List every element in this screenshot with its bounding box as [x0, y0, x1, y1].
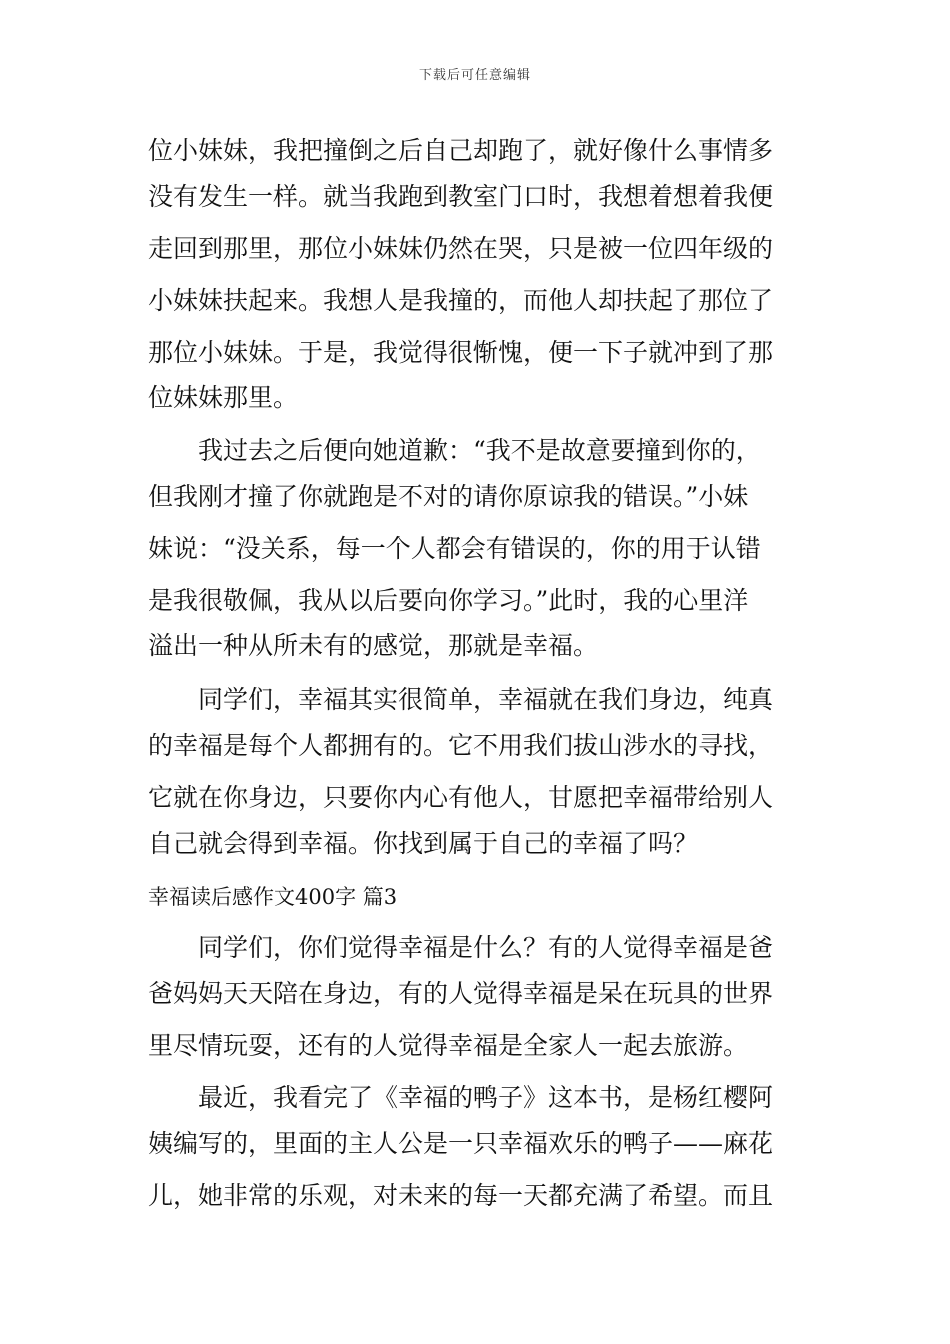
text-line: 走回到那里，那位小妹妹仍然在哭，只是被一位四年级的 [148, 234, 774, 263]
text-line: 溢出一种从所未有的感觉，那就是幸福。 [148, 631, 599, 660]
text-line: 同学们，你们觉得幸福是什么？有的人觉得幸福是爸 [198, 933, 774, 962]
text-line: 儿，她非常的乐观，对未来的每一天都充满了希望。而且 [148, 1181, 774, 1210]
text-line: 的幸福是每个人都拥有的。它不用我们拔山涉水的寻找， [148, 731, 774, 760]
text-line: 那位小妹妹。于是，我觉得很惭愧，便一下子就冲到了那 [148, 338, 774, 367]
text-line: 是我很敬佩，我从以后要向你学习。”此时，我的心里洋 [148, 586, 749, 615]
text-line: 但我刚才撞了你就跑是不对的请你原谅我的错误。”小妹 [148, 482, 749, 511]
text-line: 自己就会得到幸福。你找到属于自己的幸福了吗？ [148, 829, 699, 858]
page-header-note: 下载后可任意编辑 [418, 68, 531, 83]
text-line: 位小妹妹，我把撞倒之后自己却跑了，就好像什么事情多 [148, 136, 774, 165]
text-line: 最近，我看完了《幸福的鸭子》这本书，是杨红樱阿 [198, 1083, 774, 1112]
section-heading: 幸福读后感作文400字 篇3 [148, 885, 398, 909]
text-line: 小妹妹扶起来。我想人是我撞的，而他人却扶起了那位了 [148, 286, 774, 315]
text-line: 里尽情玩耍，还有的人觉得幸福是全家人一起去旅游。 [148, 1031, 749, 1060]
text-line: 位妹妹那里。 [148, 383, 299, 412]
text-line: 姨编写的，里面的主人公是一只幸福欢乐的鸭子——麻花 [148, 1129, 774, 1158]
text-line: 我过去之后便向她道歉：“我不是故意要撞到你的， [198, 436, 761, 465]
text-line: 爸妈妈天天陪在身边，有的人觉得幸福是呆在玩具的世界 [148, 979, 774, 1008]
text-line: 它就在你身边，只要你内心有他人，甘愿把幸福带给别人 [148, 783, 774, 812]
text-line: 妹说：“没关系，每一个人都会有错误的，你的用于认错 [148, 534, 761, 563]
text-line: 同学们，幸福其实很简单，幸福就在我们身边，纯真 [198, 685, 774, 714]
text-line: 没有发生一样。就当我跑到教室门口时，我想着想着我便 [148, 182, 774, 211]
